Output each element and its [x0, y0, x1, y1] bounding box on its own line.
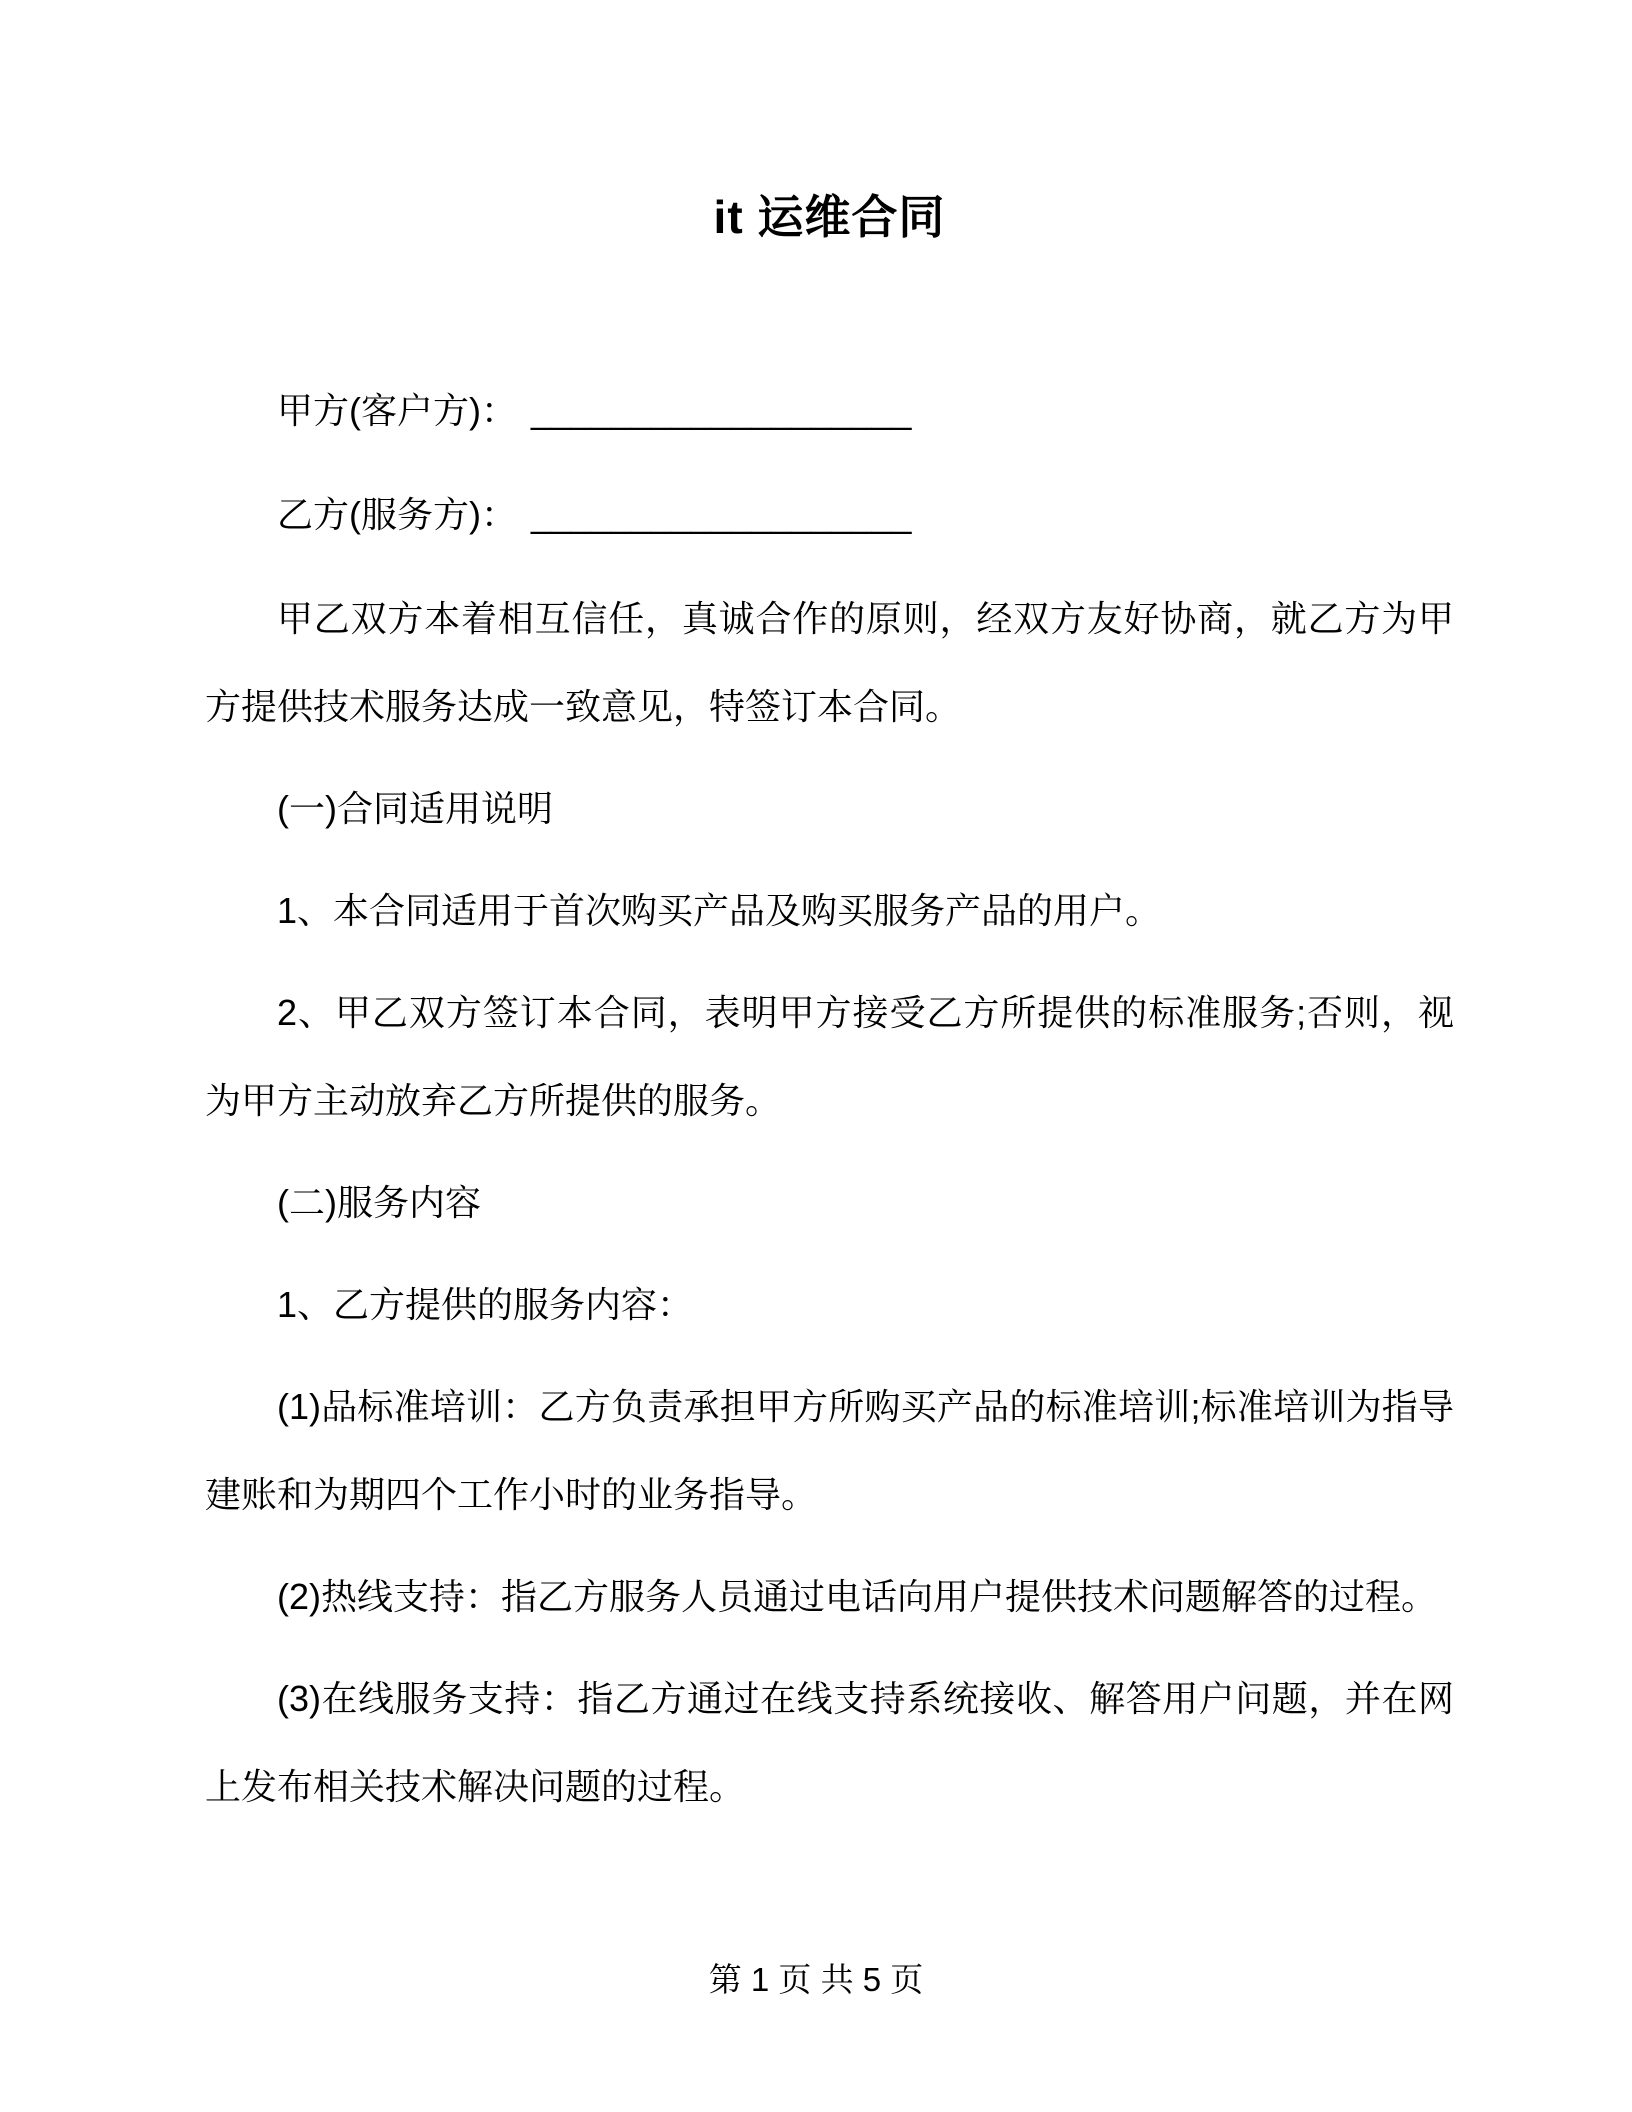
- clause-1-1: 1、本合同适用于首次购买产品及购买服务产品的用户。: [277, 890, 1162, 931]
- party-a-line: [205, 367, 1454, 455]
- clause-2-1-item-3: (3)在线服务支持：指乙方通过在线支持系统接收、解答用户问题，并在网上发布相关技术解决问题的过程。: [205, 1678, 1454, 1807]
- clause-2-1-item-2: (2)热线支持：指乙方服务人员通过电话向用户提供技术问题解答的过程。: [277, 1576, 1437, 1617]
- section-1-heading: (一)合同适用说明: [277, 788, 553, 829]
- party-b-blank-field[interactable]: ___________________: [530, 494, 912, 535]
- intro-paragraph: 甲乙双方本着相互信任，真诚合作的原则，经双方友好协商，就乙方为甲方提供技术服务达成一致意见，特签订本合同。: [205, 598, 1454, 727]
- clause-2-1: 1、乙方提供的服务内容：: [277, 1284, 694, 1325]
- party-b-label: 乙方(服务方)：: [277, 494, 517, 535]
- document-title: it 运维合同: [713, 191, 946, 243]
- party-a-label: 甲方(客户方)：: [277, 390, 517, 431]
- clause-1-2: 2、甲乙双方签订本合同，表明甲方接受乙方所提供的标准服务;否则，视为甲方主动放弃乙方所提供的服务。: [205, 992, 1454, 1121]
- page-number-footer: 第 1 页 共 5 页: [708, 1961, 924, 1998]
- section-2-heading: (二)服务内容: [277, 1182, 481, 1223]
- party-b-line: [205, 471, 1454, 559]
- clause-2-1-item-1: (1)品标准培训：乙方负责承担甲方所购买产品的标准培训;标准培训为指导建账和为期四个工作小时的业务指导。: [205, 1386, 1454, 1515]
- party-a-blank-field[interactable]: ___________________: [530, 390, 912, 431]
